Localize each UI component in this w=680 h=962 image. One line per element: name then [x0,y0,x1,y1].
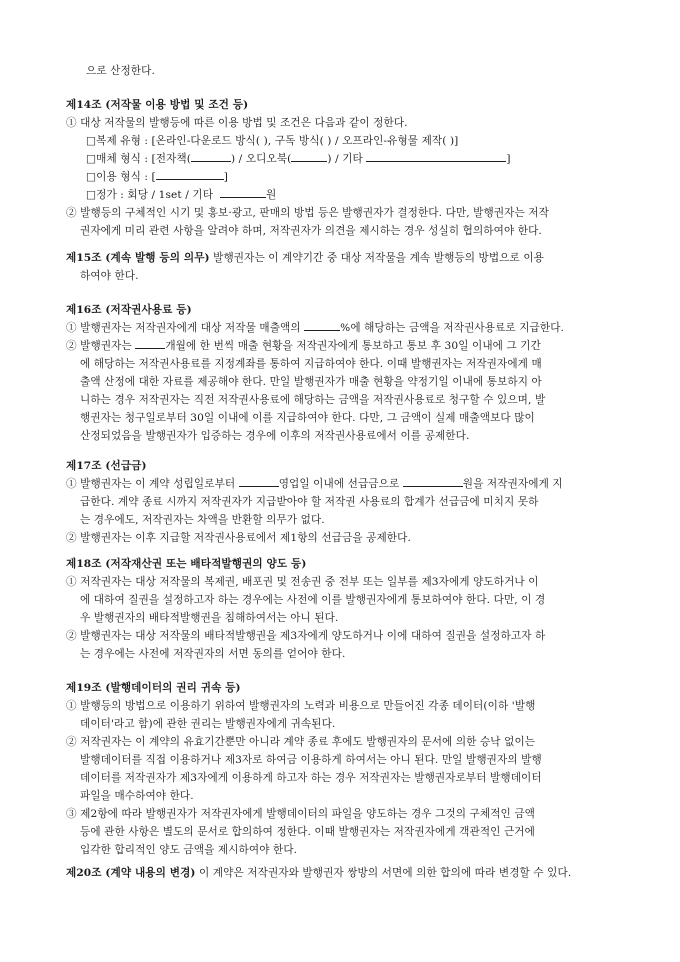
article-19 [66,679,626,859]
royalty-text-a: ① 발행권자는 저작권자에게 대상 저작물 매출액의 [66,322,301,334]
article-18-title: 제18조 (저작재산권 또는 배타적발행권의 양도 등) [66,558,307,570]
article-17-line-3: 는 경우에도, 저작권자는 차액을 반환할 의무가 없다. [80,514,325,526]
article-17-para-2: ② 발행권자는 이후 지급할 저작권사용료에서 제1항의 선급금을 공제한다. [66,532,411,544]
other-media-blank[interactable] [366,150,506,162]
article-17-line-2: 급한다. 계약 종료 시까지 저작권자가 지급받아야 할 저작권 사용료의 합계가 선급금에 미치지 못하 [80,496,539,508]
article-16 [66,301,626,445]
article-15 [66,249,626,285]
price-line [66,186,626,204]
article-16-para-2 [66,337,626,355]
article-15-text: 발행권자는 이 계약기간 중 대상 저작물을 계속 발행등의 방법으로 이용 [209,252,545,264]
article-18-para-1: ① 저작권자는 대상 저작물의 복제권, 배포권 및 전송권 중 전부 또는 일부를 제3자에게 양도하거나 이 [66,576,539,588]
continuation-line: 으로 산정한다. [86,65,155,77]
advance-text-c: 원을 저작권자에게 지 [462,478,563,490]
article-19-para-1: ① 발행등의 방법으로 이용하기 위하여 발행권자의 노력과 비용으로 만들어진 각종 데이터(이하 '발행 [66,700,536,712]
article-14-para-2: ② 발행등의 구체적인 시기 및 홍보·광고, 판매의 방법 등은 발행권자가 결정한다. 다만, 발행권자는 저작 [66,207,549,219]
article-19-line-9: 입각한 합리적인 양도 금액을 제시하여야 한다. [80,844,298,856]
article-17 [66,457,626,547]
article-16-para-1 [66,319,626,337]
article-16-line-6: 행권자는 청구일로부터 30일 이내에 이를 지급하여야 한다. 다만, 그 금액이 실제 매출액보다 많이 [80,412,535,424]
article-18-line-5: 는 경우에는 사전에 저작권자의 서면 동의를 얻어야 한다. [80,648,346,660]
article-20 [66,864,626,882]
business-days-blank[interactable] [239,475,279,487]
article-16-line-7: 산정되었음을 발행권자가 입증하는 경우에 이후의 저작권사용료에서 이를 공제한다. [80,430,470,442]
article-16-line-5: 니하는 경우 저작권자는 직전 저작권사용료에 해당하는 금액을 저작권사용료로 청구할 수 있으며, 발 [80,394,546,406]
usage-format-label: □이용 형식 : [ [86,171,156,183]
report-text-b: 개월에 한 번씩 매출 현황을 저작권자에게 통보하고 통보 후 30일 이내에 그 기간 [165,340,541,352]
article-17-title: 제17조 (선급금) [66,460,147,472]
advance-text-b: 영업일 이내에 선급금으로 [278,478,400,490]
audiobook-label: ) / 오디오북( [230,153,292,165]
article-18-line-2: 에 대하여 질권을 설정하고자 하는 경우에는 사전에 이를 발행권자에게 통보하여야 한다. 다만, 이 경 [80,594,546,606]
price-blank[interactable] [220,186,266,198]
article-19-para-2: ② 저작권자는 이 계약의 유효기간뿐만 아니라 계약 종료 후에도 발행권자의 문서에 의한 승낙 없이는 [66,736,536,748]
article-17-para-1 [66,475,626,493]
article-19-title: 제19조 (발행데이터의 권리 귀속 등) [66,682,241,694]
article-16-line-3: 에 해당하는 저작권사용료를 지정계좌를 통하여 지급하여야 한다. 이때 발행권자는 저작권자에게 매 [80,358,542,370]
article-15-title: 제15조 (계속 발행 등의 의무) [66,252,210,264]
usage-close-bracket: ] [223,171,228,183]
royalty-percent-blank[interactable] [304,319,340,331]
media-format-line [66,150,626,168]
advance-text-a: ① 발행권자는 이 계약 성립일로부터 [66,478,236,490]
article-18-para-2: ② 발행권자는 대상 저작물의 배타적발행권을 제3자에게 양도하거나 이에 대하여 질권을 설정하고자 하 [66,630,546,642]
article-20-text: 이 계약은 저작권자와 발행권자 쌍방의 서면에 의한 합의에 따라 변경할 수 있다. [195,867,572,879]
article-18-line-3: 우 발행권자의 배타적발행권을 침해하여서는 아니 된다. [80,612,339,624]
article-14 [66,96,626,240]
continuation-text [66,62,626,80]
article-18 [66,555,626,663]
article-19-line-2: 데이터'라고 함)에 관한 권리는 발행권자에게 귀속된다. [80,718,336,730]
media-close-bracket: ] [506,153,511,165]
article-14-para-1: ① 대상 저작물의 발행등에 따른 이용 방법 및 조건은 다음과 같이 정한다. [66,117,408,129]
article-19-line-8: 등에 관한 사항은 별도의 문서로 합의하여 정한다. 이때 발행권자는 저작권자에게 객관적인 근거에 [80,826,535,838]
price-label: □정가 : 회당 / 1set / 기타 [86,189,214,201]
article-15-line-1 [66,249,626,267]
article-19-line-6: 파일을 매수하여야 한다. [80,790,194,802]
article-20-line [66,864,626,882]
article-20-title: 제20조 (계약 내용의 변경) [66,867,196,879]
article-19-line-5: 데이터를 저작권자가 제3자에게 이용하게 하고자 하는 경우 저작권자는 발행권자로부터 발행데이터 [80,772,542,784]
report-text-a: ② 발행권자는 [66,340,132,352]
audiobook-blank[interactable] [291,150,327,162]
ebook-blank[interactable] [191,150,231,162]
royalty-text-b: %에 해당하는 금액을 저작권사용료로 지급한다. [340,322,565,334]
report-months-blank[interactable] [135,337,165,349]
article-19-line-4: 발행데이터를 직접 이용하거나 제3자로 하여금 이용하게 하여서는 아니 된다. 만일 발행권자의 발행 [80,754,542,766]
article-16-title: 제16조 (저작권사용료 등) [66,304,192,316]
article-14-para-2-cont: 권자에게 미리 관련 사항을 알려야 하며, 저작권자가 의견을 제시하는 경우 성실히 협의하여야 한다. [80,225,542,237]
other-label: ) / 기타 [327,153,363,165]
article-14-title: 제14조 (저작물 이용 방법 및 조건 등) [66,99,249,111]
article-15-line-2: 하여야 한다. [80,270,139,282]
price-unit: 원 [265,189,277,201]
usage-format-line [66,168,626,186]
usage-format-blank[interactable] [156,168,224,180]
reproduction-type-line: □복제 유형 : [온라인-다운로드 방식( ), 구독 방식( ) / 오프라인-유형물 제작( )] [86,135,459,147]
article-16-line-4: 출액 산정에 대한 자료를 제공해야 한다. 만일 발행권자가 매출 현황을 약정기일 이내에 통보하지 아 [80,376,542,388]
media-format-label: □매체 형식 : [전자책( [86,153,191,165]
article-19-para-3: ③ 제2항에 따라 발행권자가 저작권자에게 발행데이터의 파일을 양도하는 경우 그것의 구체적인 금액 [66,808,536,820]
advance-amount-blank[interactable] [403,475,463,487]
